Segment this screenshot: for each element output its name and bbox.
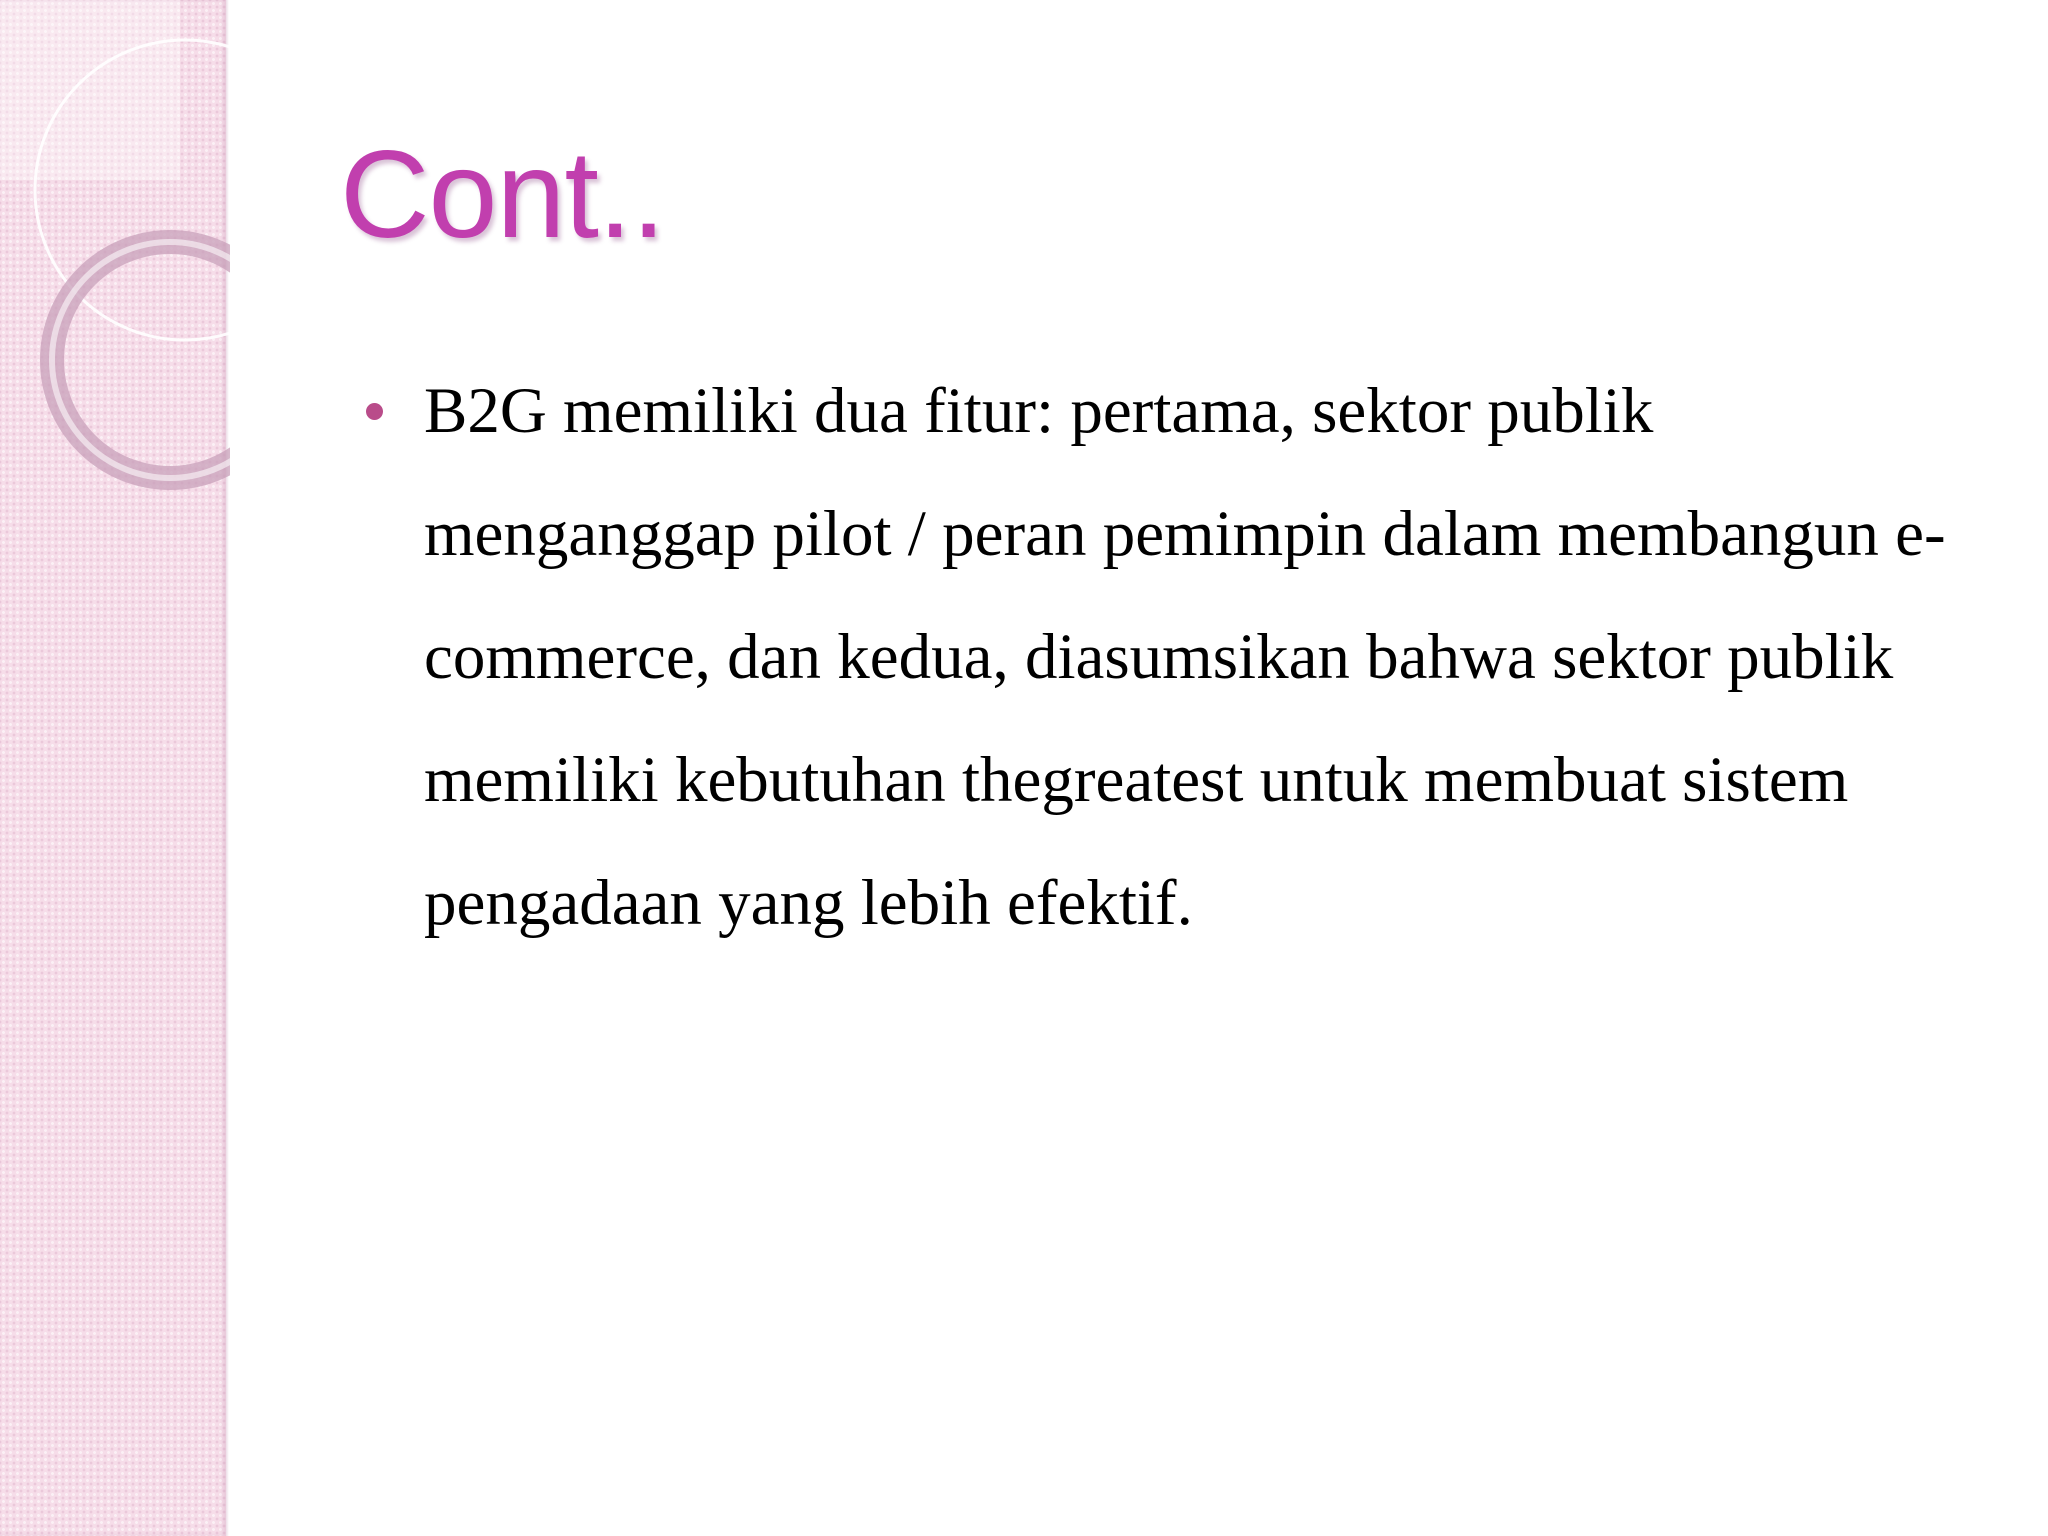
decorative-thick-ring (52, 242, 230, 478)
bullet-list-item (360, 350, 1980, 965)
slide-content (360, 350, 1980, 965)
decorative-circles (0, 0, 230, 520)
slide-title: Cont.. (340, 126, 665, 264)
decorative-square (0, 0, 180, 180)
bullet-text: B2G memiliki dua fitur: pertama, sektor publik menganggap pilot / peran pemimpin dalam membangun e-commerce, dan kedua, diasumsikan bahwa sektor publik memiliki kebutuhan thegreatest untuk membuat sistem pengadaan yang lebih efektif. (424, 375, 1946, 939)
bullet-dot-icon (366, 403, 383, 420)
